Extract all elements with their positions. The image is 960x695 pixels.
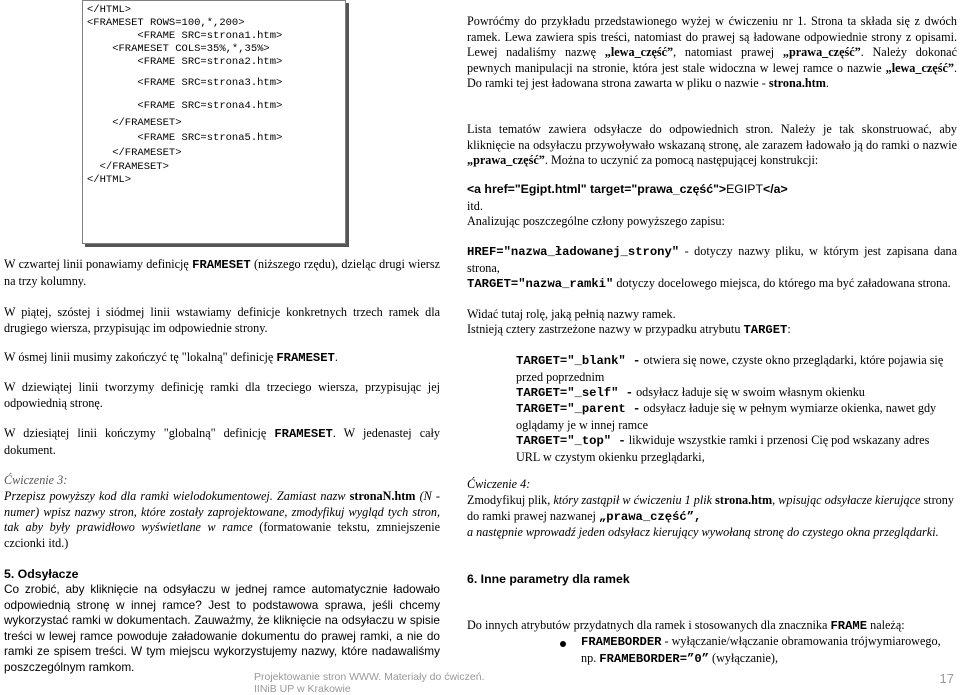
target-top-item: TARGET="_top" - likwiduje wszystkie ramki i przenosi Cię pod wskazany adres URL w czystym okienku przeglądarki,: [516, 433, 930, 464]
code-line: </FRAMESET>: [87, 147, 182, 159]
paragraph-line5-7: W piątej, szóstej i siódmej linii wstawiamy definicje konkretnych trzech ramek dla drugiego wiersza, przypisując im odpowiednie strony.: [4, 305, 440, 335]
code-line: <FRAME SRC=strona5.htm>: [87, 132, 283, 144]
paragraph-line4: W czwartej linii ponawiamy definicję FRAMESET (niższego rzędu), dzieląc drugi wiersz na trzy kolumny.: [4, 257, 441, 288]
paragraph-line9: W dziewiątej linii tworzymy definicję ramki dla trzeciego wiersza, przypisując jej odpowiednią stronę.: [4, 380, 440, 410]
paragraph-line8: W ósmej linii musimy zakończyć tę "lokalną" definicję FRAMESET.: [4, 350, 338, 365]
target-self-item: TARGET="_self" - odsyłacz ładuje się w swoim własnym okienku: [516, 385, 865, 400]
exercise-3-title: Ćwiczenie 3:: [4, 473, 68, 487]
section-5-heading: 5. Odsyłacze: [4, 567, 79, 581]
frameborder-item: FRAMEBORDER - wyłączanie/włączanie obramowania trójwymiarowego, np. FRAMEBORDER=”0” (wyłączanie),: [581, 634, 941, 666]
code-line: <FRAMESET ROWS=100,*,200>: [87, 17, 245, 29]
code-line: <FRAME SRC=strona3.htm>: [87, 77, 283, 89]
topic-list-paragraph: Lista tematów zawiera odsyłacze do odpowiednich stron. Należy je tak skonstruować, aby kliknięcie na odsyłaczu przywoływało wskazaną stronę, ale zarazem ładowało ją do ramki o nazwie „prawa_część”. Można to uczynić za pomocą następującej konstrukcji:: [467, 122, 957, 168]
exercise-4-title: Ćwiczenie 4:: [467, 477, 531, 491]
analysis-intro: Analizując poszczególne człony powyższego zapisu:: [467, 214, 725, 228]
code-line: <FRAME SRC=strona1.htm>: [87, 30, 283, 42]
target-explanation: TARGET="nazwa_ramki" dotyczy docelowego miejsca, do którego ma być załadowana strona.: [467, 276, 951, 291]
reserved-names-intro: Istnieją cztery zastrzeżone nazwy w przypadku atrybutu TARGET:: [467, 322, 791, 337]
exercise-4-body: Zmodyfikuj plik, który zastąpił w ćwiczeniu 1 plik strona.htm, wpisując odsyłacze kierujące strony do ramki prawej nazwanej „prawa_część”, a następnie wprowadź jeden odsyłacz kierujący wywołaną stronę do czystego okna przeglądarki.: [467, 493, 954, 540]
anchor-code-example: <a href="Egipt.html" target="prawa_część">EGIPT</a>: [467, 182, 788, 196]
code-line: </HTML>: [87, 174, 132, 186]
section-6-body: Do innych atrybutów przydatnych dla ramek i stosowanych dla znacznika FRAME należą:: [467, 618, 905, 633]
code-line: </FRAMESET>: [87, 161, 169, 173]
footer-title: Projektowanie stron WWW. Materiały do ćwiczeń.: [254, 671, 485, 683]
section-5-body: Co zrobić, aby kliknięcie na odsyłaczu w jednej ramce automatycznie ładowało odpowiednią stronę w innej ramce? Jest to podstawowa sprawa, jeśli chcemy wykorzystać ramki w dokumentach. Zauważmy, że kliknięcie na odsyłaczu w spisie treści w lewej ramce powoduje załadowanie dokumentu do prawej ramki, a nie do ramki ze spisem treści. W tym miejscu wykorzystujemy nazwy, które nadawaliśmy poszczególnym ramkom.: [4, 582, 440, 674]
footer-institution: IINiB UP w Krakowie: [254, 683, 351, 695]
code-line: </HTML>: [87, 4, 132, 16]
right-intro-paragraph: Powróćmy do przykładu przedstawionego wyżej w ćwiczeniu nr 1. Strona ta składa się z dwóch ramek. Lewa zawiera spis treści, natomiast do prawej są ładowane odpowiednie strony z opisami. Lewej nadaliśmy nazwę „lewa_część”, natomiast prawej „prawa_część”. Należy dokonać pewnych manipulacji na stronie, która jest stale widoczna w lewej ramce o nazwie „lewa_część”. Do ramki tej jest ładowana strona zawarta w pliku o nazwie - strona.htm.: [467, 14, 957, 91]
exercise-3-body: Przepisz powyższy kod dla ramki wielodokumentowej. Zamiast nazw stronaN.htm (N - numer) wpisz nazwy stron, które zostały zaprojektowane, zmodyfikuj wygląd tych stron, tak aby były prawidłowo wyświetlane w ramce (formatowanie tekstu, zmniejszenie czcionki itd.): [4, 489, 440, 550]
code-line: </FRAMESET>: [87, 117, 182, 129]
itd-text: itd.: [467, 199, 483, 213]
code-listing-box: [82, 0, 346, 244]
target-blank-item: TARGET="_blank" - otwiera się nowe, czyste okno przeglądarki, które pojawia się przed poprzednim: [516, 353, 944, 384]
code-line: <FRAMESET COLS=35%,*,35%>: [87, 43, 270, 55]
href-explanation: HREF="nazwa_ładowanej_strony" - dotyczy nazwy pliku, w którym jest zapisana dana strona,: [467, 244, 957, 275]
code-line: <FRAME SRC=strona4.htm>: [87, 100, 283, 112]
bullet-icon: [560, 641, 566, 647]
target-parent-item: TARGET="_parent - odsyłacz ładuje się w pełnym wymiarze okienka, nawet gdy oglądamy je w innej ramce: [516, 401, 937, 432]
frame-names-role: Widać tutaj rolę, jaką pełnią nazwy ramek.: [467, 307, 676, 321]
section-6-heading: 6. Inne parametry dla ramek: [467, 572, 630, 586]
code-line: <FRAME SRC=strona2.htm>: [87, 56, 283, 68]
paragraph-line10: W dziesiątej linii kończymy "globalną" definicję FRAMESET. W jedenastej cały dokument.: [4, 426, 440, 457]
page-number: 17: [939, 671, 954, 686]
